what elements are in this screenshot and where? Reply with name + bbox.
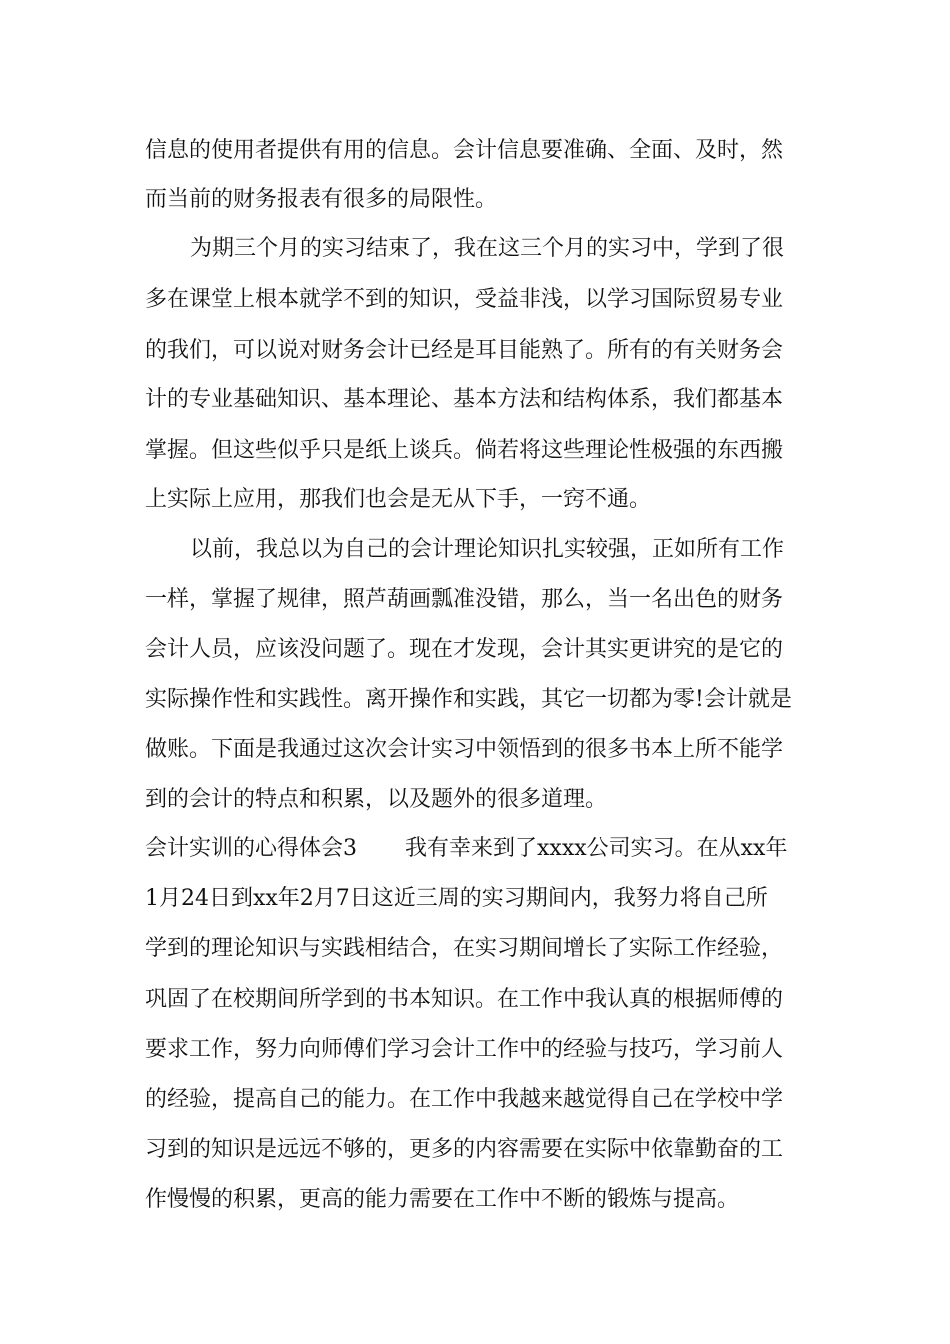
text-line-content: 多在课堂上根本就学不到的知识，受益非浅，以学习国际贸易专业 (145, 287, 784, 312)
text-line (0, 780, 950, 820)
text-line (0, 431, 950, 471)
text-line (0, 630, 950, 670)
text-line (0, 331, 950, 371)
text-line (0, 229, 950, 269)
text-line (0, 530, 950, 570)
text-line (0, 879, 950, 919)
text-line-content: 掌握。但这些似乎只是纸上谈兵。倘若将这些理论性极强的东西搬 (145, 438, 784, 463)
text-line-content: 学到的理论知识与实践相结合，在实习期间增长了实际工作经验， (145, 936, 784, 961)
text-line-content: 一样，掌握了规律，照芦葫画瓢准没错，那么，当一名出色的财务 (145, 587, 784, 612)
text-line-content: 习到的知识是远远不够的，更多的内容需要在实际中依靠勤奋的工 (145, 1137, 784, 1162)
text-line (0, 1080, 950, 1120)
text-line (0, 131, 950, 171)
text-line (0, 730, 950, 770)
text-line (0, 1030, 950, 1070)
text-line-content: 要求工作，努力向师傅们学习会计工作中的经验与技巧，学习前人 (145, 1037, 784, 1062)
text-line (0, 829, 950, 869)
text-line (0, 680, 950, 720)
text-line (0, 180, 950, 220)
text-line-content: 1月24日到xx年2月7日这近三周的实习期间内，我努力将自己所 (145, 886, 768, 911)
text-line-content: 会计人员，应该没问题了。现在才发现，会计其实更讲究的是它的 (145, 637, 784, 662)
text-line-content: 信息的使用者提供有用的信息。会计信息要准确、全面、及时，然 (145, 138, 784, 163)
text-line (0, 929, 950, 969)
text-line-content: 计的专业基础知识、基本理论、基本方法和结构体系，我们都基本 (145, 387, 784, 412)
text-line (0, 380, 950, 420)
text-line (0, 1180, 950, 1220)
text-line-content: 到的会计的特点和积累，以及题外的很多道理。 (145, 787, 608, 812)
text-line (0, 480, 950, 520)
section-title: 会计实训的心得体会3 (145, 836, 357, 861)
text-line (0, 980, 950, 1020)
text-line-content: 上实际上应用，那我们也会是无从下手，一窍不通。 (145, 487, 652, 512)
text-line-content: 的我们，可以说对财务会计已经是耳目能熟了。所有的有关财务会 (145, 338, 784, 363)
text-line-content: 实际操作性和实践性。离开操作和实践，其它一切都为零!会计就是 (145, 687, 792, 712)
text-line-content: 作慢慢的积累，更高的能力需要在工作中不断的锻炼与提高。 (145, 1187, 740, 1212)
text-line-content: 的经验，提高自己的能力。在工作中我越来越觉得自己在学校中学 (145, 1087, 784, 1112)
text-line (0, 1130, 950, 1170)
text-line-content: 而当前的财务报表有很多的局限性。 (145, 187, 498, 212)
text-line (0, 280, 950, 320)
text-line-content: 以前，我总以为自己的会计理论知识扎实较强，正如所有工作 (190, 537, 785, 562)
text-line-content: 巩固了在校期间所学到的书本知识。在工作中我认真的根据师傅的 (145, 987, 784, 1012)
text-line-content: 为期三个月的实习结束了，我在这三个月的实习中，学到了很 (190, 236, 785, 261)
text-line (0, 580, 950, 620)
text-line-content: 我有幸来到了xxxx公司实习。在从xx年 (405, 836, 788, 861)
text-line-content: 做账。下面是我通过这次会计实习中领悟到的很多书本上所不能学 (145, 737, 784, 762)
